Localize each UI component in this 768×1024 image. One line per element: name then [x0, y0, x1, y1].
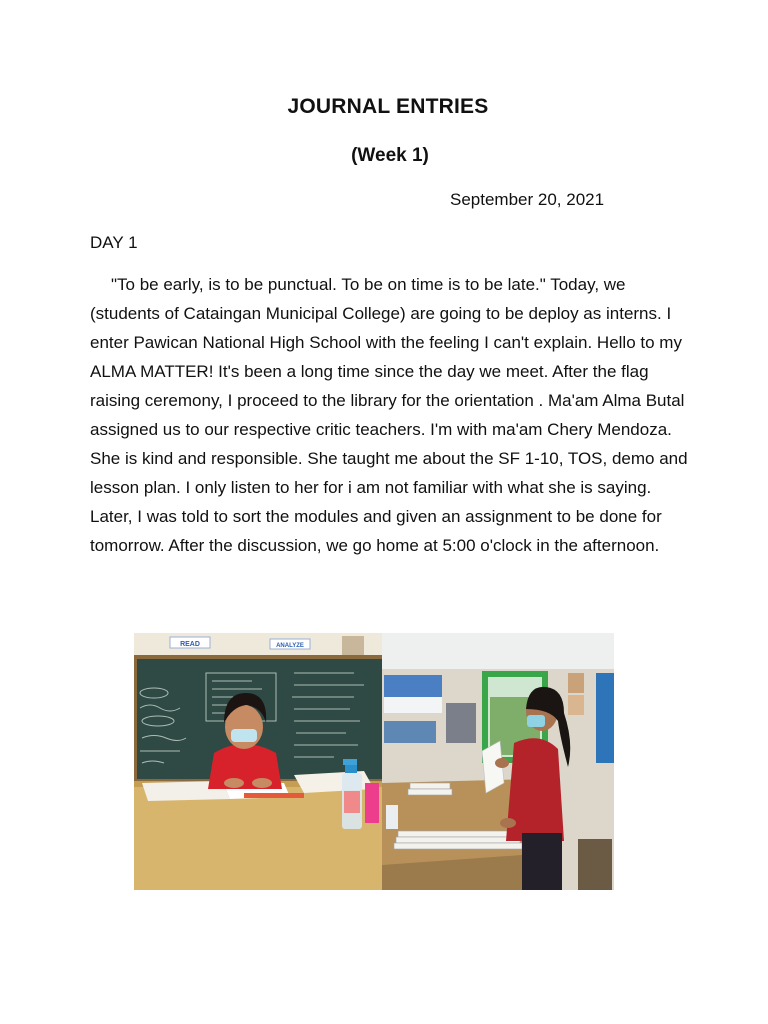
photo-intern-sorting-modules: [382, 633, 614, 890]
page-title: JOURNAL ENTRIES: [287, 95, 489, 118]
photo-intern-sorting-modules-image: [382, 633, 614, 890]
page-subtitle: (Week 1): [351, 145, 429, 166]
sign-read-text: READ: [180, 641, 200, 648]
photo-student-writing: [134, 633, 382, 890]
entry-date: September 20, 2021: [450, 190, 605, 209]
sign-analyze-text: ANALYZE: [276, 643, 304, 649]
photo-collage: [134, 633, 614, 890]
day-label: DAY 1: [90, 233, 138, 252]
journal-entry-paragraph: "To be early, is to be punctual. To be on time is to be late." Today, we (students of Cataingan Municipal College) are going to be deploy as interns. I enter Pawican National High School with the feeling I can't explain. Hello to my ALMA MATTER! It's been a long time since the day we meet. After the flag raising ceremony, I proceed to the library for the orientation . Ma'am Alma Butal assigned us to our respective critic teachers. I'm with ma'am Chery Mendoza. She is kind and responsible. She taught me about the SF 1-10, TOS, demo and lesson plan. I only listen to her for i am not familiar with what she is saying. Later, I was told to sort the modules and given an assignment to be done for tomorrow. After the discussion, we go home at 5:00 o'clock in the afternoon.: [90, 275, 688, 555]
photo-student-writing-image: [134, 633, 382, 890]
